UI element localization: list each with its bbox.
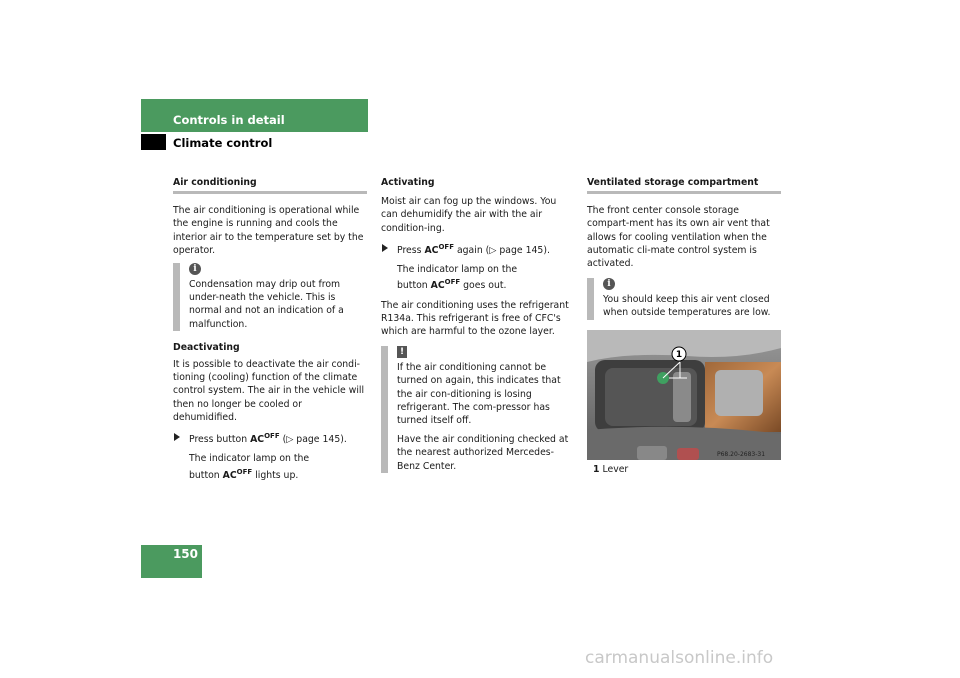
warning-text-1: If the air conditioning cannot be turned on again, this indicates that the air con-ditioning is losing refrigerant. The com-pressor has turned itself off. [397,362,561,427]
section-title: Controls in detail [173,113,285,127]
ac-off-button-label: $AC^{OFF}$ [424,242,454,256]
column-2 [381,176,575,483]
watermark: carmanualsonline.info [585,648,774,668]
indicator-lamp-text: The indicator lamp on the button $AC^{OFF}$ lights up. [189,453,310,481]
indicator-lamp-text: The indicator lamp on the button $AC^{OFF}$ goes out. [397,264,518,292]
note-text: You should keep this air vent closed when outside temperatures are low. [603,294,771,319]
caption-number: 1 [593,464,600,475]
heading-deactivating: Deactivating [173,341,240,353]
column-3 [587,176,781,330]
info-icon: i [603,278,615,290]
info-note [173,263,367,331]
note-bar [587,278,594,319]
info-icon: i [189,263,201,275]
info-note [587,278,781,319]
step-press-ac-again: Press $AC^{OFF}$ again (▷ page 145). [381,241,575,257]
storage-compartment-photo [587,330,781,460]
note-bar [381,346,388,473]
step-press-ac: Press button $AC^{OFF}$ (▷ page 145). [173,430,367,446]
heading-activating: Activating [381,177,435,188]
photo-code: P68.20-2683-31 [717,451,766,458]
heading-ventilated-storage: Ventilated storage compartment [587,176,781,194]
subsection-title: Climate control [173,136,273,150]
column-1 [173,176,367,482]
intro-text: The air conditioning is operational while the engine is running and cools the interior air to the temperature set by the operator. [173,205,364,256]
arrow-bullet-icon [174,433,180,441]
arrow-bullet-icon [382,244,388,252]
callout-1: 1 [675,350,683,360]
ac-off-button-label: $AC^{OFF}$ [250,432,280,446]
storage-compartment-illustration [587,330,781,460]
note-bar [173,263,180,331]
warning-text-2: Have the air conditioning checked at the nearest authorized Mercedes-Benz Center. [397,434,569,472]
refrigerant-text: The air conditioning uses the refrigerant R134a. This refrigerant is free of CFC's which are harmful to the ozone layer. [381,299,569,338]
warning-icon: ! [397,346,407,358]
photo-caption [593,463,628,476]
storage-text: The front center console storage compart-ment has its own air vent that allows for cooling ventilation when the automatic cli-mate control system is activated. [587,205,770,270]
heading-air-conditioning: Air conditioning [173,176,367,194]
activating-text: Moist air can fog up the windows. You can dehumidify the air with the air condition-ing. [381,196,557,234]
note-text: Condensation may drip out from under-neath the vehicle. This is normal and not an indication of a malfunction. [189,279,344,330]
deactivating-text: It is possible to deactivate the air condi-tioning (cooling) function of the climate control system. The air in the vehicle will then no longer be cooled or dehumidified. [173,359,365,423]
subsection-marker [141,134,166,150]
page-number: 150 [172,547,198,561]
caption-text: Lever [602,464,629,475]
warning-note [381,346,575,473]
